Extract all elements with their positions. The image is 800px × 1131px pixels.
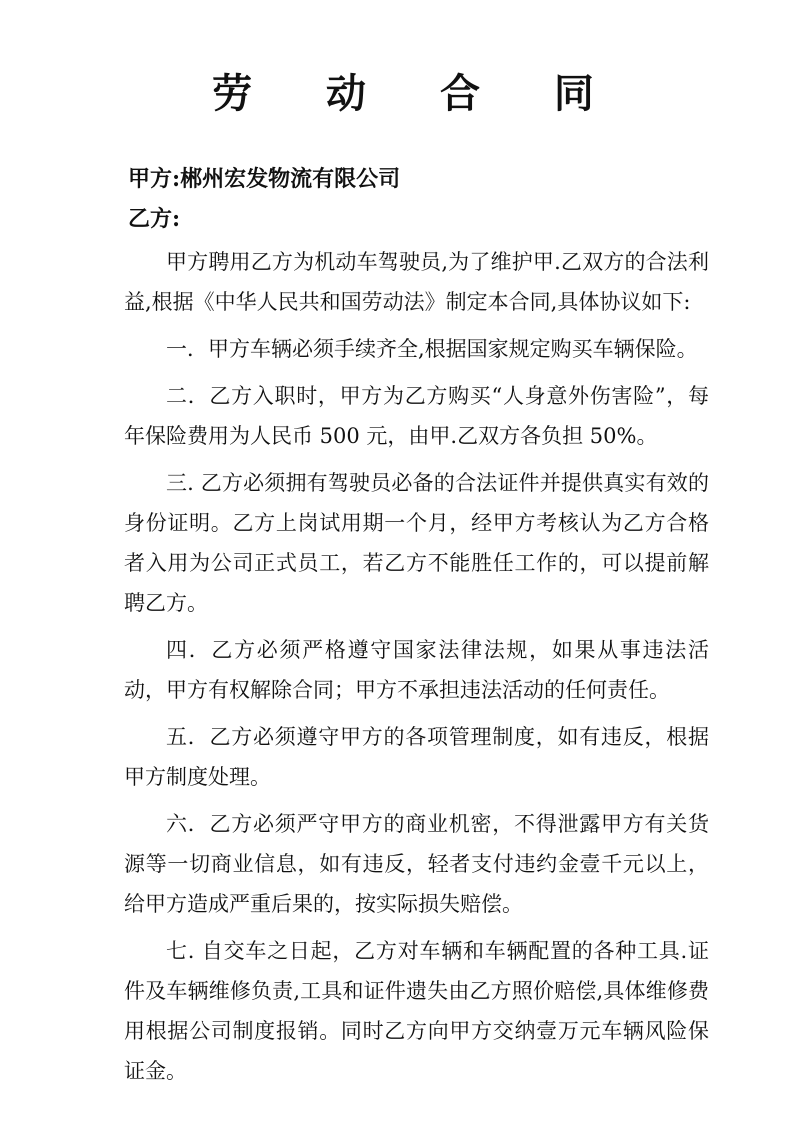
clause-6: 六．乙方必须严守甲方的商业机密，不得泄露甲方有关货源等一切商业信息，如有违反，轻者支付违约金壹千元以上，给甲方造成严重后果的，按实际损失赔偿。 — [124, 812, 709, 916]
clause-2: 二．乙方入职时，甲方为乙方购买“人身意外伤害险”，每年保险费用为人民币 500 元，由甲.乙双方各负担 50%。 — [124, 384, 709, 448]
party-b-line: 乙方: — [128, 206, 181, 232]
document-title: 劳 动 合 同 — [212, 70, 624, 117]
clause-1: 一．甲方车辆必须手续齐全,根据国家规定购买车辆保险。 — [166, 337, 698, 361]
clause-5: 五．乙方必须遵守甲方的各项管理制度，如有违反，根据甲方制度处理。 — [124, 725, 709, 789]
clause-7: 七. 自交车之日起，乙方对车辆和车辆配置的各种工具.证件及车辆维修负责,工具和证件遗失由乙方照价赔偿,具体维修费用根据公司制度报销。同时乙方向甲方交纳壹万元车辆风险保证金。 — [124, 939, 709, 1083]
intro-paragraph: 甲方聘用乙方为机动车驾驶员,为了维护甲.乙双方的合法利益,根据《中华人民共和国劳动法》制定本合同,具体协议如下: — [124, 250, 709, 314]
party-a-line: 甲方:郴州宏发物流有限公司 — [128, 166, 401, 192]
contract-body — [124, 242, 709, 1098]
clause-4: 四．乙方必须严格遵守国家法律法规，如果从事违法活动，甲方有权解除合同；甲方不承担违法活动的任何责任。 — [124, 638, 709, 702]
clause-3: 三. 乙方必须拥有驾驶员必备的合法证件并提供真实有效的身份证明。乙方上岗试用期一个月，经甲方考核认为乙方合格者入用为公司正式员工，若乙方不能胜任工作的，可以提前解聘乙方。 — [124, 471, 709, 615]
